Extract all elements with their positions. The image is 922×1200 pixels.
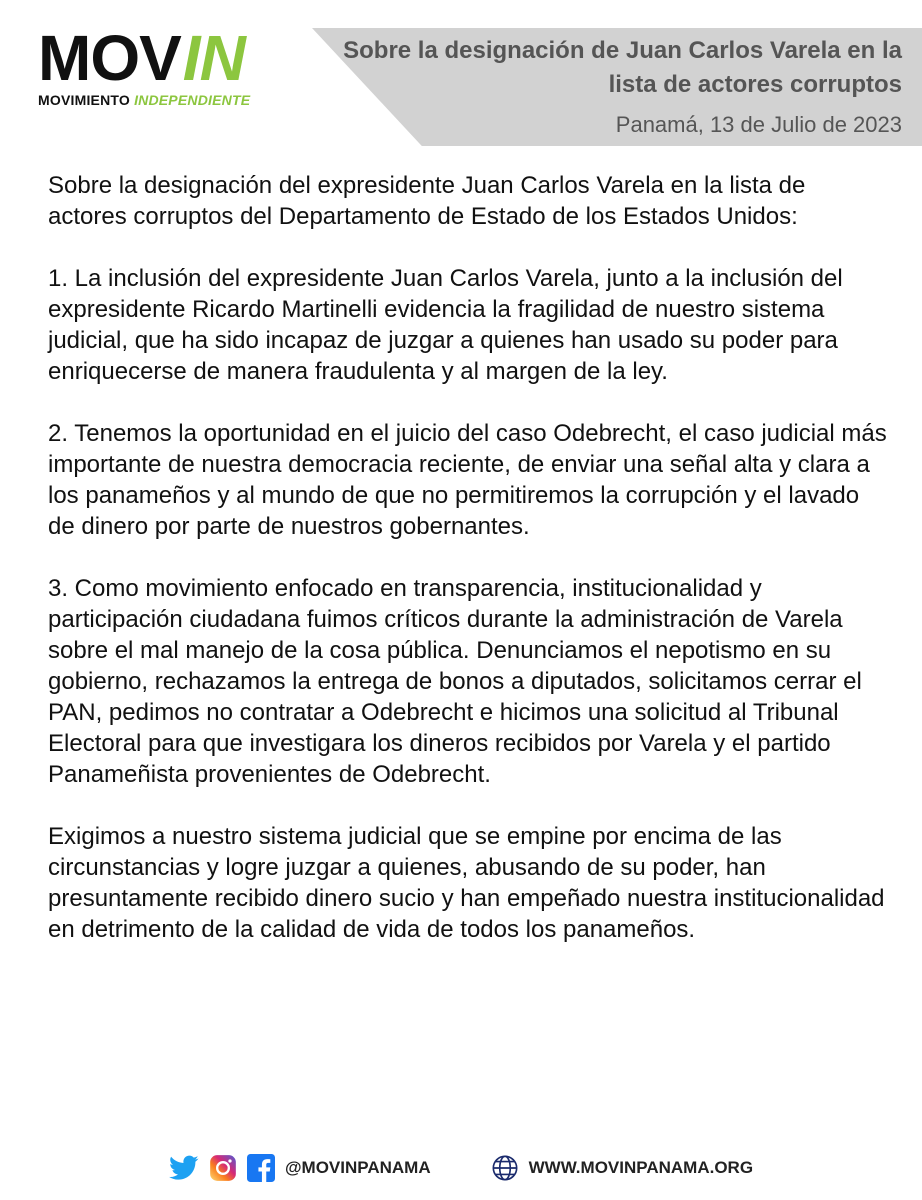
logo-sub-accent: INDEPENDIENTE (134, 92, 251, 108)
logo-mark (38, 22, 250, 94)
twitter-icon[interactable] (169, 1155, 199, 1181)
social-handle[interactable]: @MOVINPANAMA (284, 1158, 431, 1177)
statement-body (48, 170, 888, 976)
paragraph-intro: Sobre la designación del expresidente Juan Carlos Varela en la lista de actores corruptos del Departamento de Estado de los Estados Unidos: (48, 172, 806, 230)
logo-sub-main: MOVIMIENTO (38, 92, 130, 108)
paragraph-closing: Exigimos a nuestro sistema judicial que se empine por encima de las circunstancias y logre juzgar a quienes, abusando de su poder, han presuntamente recibido dinero sucio y han empeñado nuestra institucionalidad en detrimento de la calidad de vida de todos los panameños. (48, 823, 885, 943)
publication-date: Panamá, 13 de Julio de 2023 (615, 112, 902, 137)
paragraph-point-1: 1. La inclusión del expresidente Juan Carlos Varela, junto a la inclusión del expresidente Ricardo Martinelli evidencia la fragilidad de nuestro sistema judicial, que ha sido incapaz de juzgar a quienes han usado su poder para enriquecerse de manera fraudulenta y al margen de la ley. (48, 265, 843, 385)
header (0, 0, 922, 148)
paragraph-point-2: 2. Tenemos la oportunidad en el juicio del caso Odebrecht, el caso judicial más importante de nuestra democracia reciente, de enviar una señal alta y clara a los panameños y al mundo de que no permitiremos la corrupción y el lavado de dinero por parte de nuestros gobernantes. (48, 420, 887, 540)
page-title: Sobre la designación de Juan Carlos Varela en la lista de actores corruptos (343, 37, 902, 98)
instagram-icon[interactable] (209, 1154, 237, 1182)
facebook-icon[interactable] (247, 1154, 275, 1182)
website-link[interactable]: WWW.MOVINPANAMA.ORG (528, 1158, 754, 1177)
logo-mark-accent: IN (182, 22, 245, 94)
movin-logo (38, 22, 251, 108)
logo-mark-main: MOV (38, 22, 181, 94)
logo-subtitle (38, 92, 250, 108)
footer (0, 1148, 922, 1188)
globe-icon (491, 1154, 519, 1182)
paragraph-point-3: 3. Como movimiento enfocado en transparencia, institucionalidad y participación ciudadana fuimos críticos durante la administración de Varela sobre el mal manejo de la cosa pública. Denunciamos el nepotismo en su gobierno, rechazamos la entrega de bonos a diputados, solicitamos cerrar el PAN, pedimos no contratar a Odebrecht e hicimos una solicitud al Tribunal Electoral para que investigara los dineros recibidos por Varela y el partido Panameñista provenientes de Odebrecht. (48, 575, 862, 788)
